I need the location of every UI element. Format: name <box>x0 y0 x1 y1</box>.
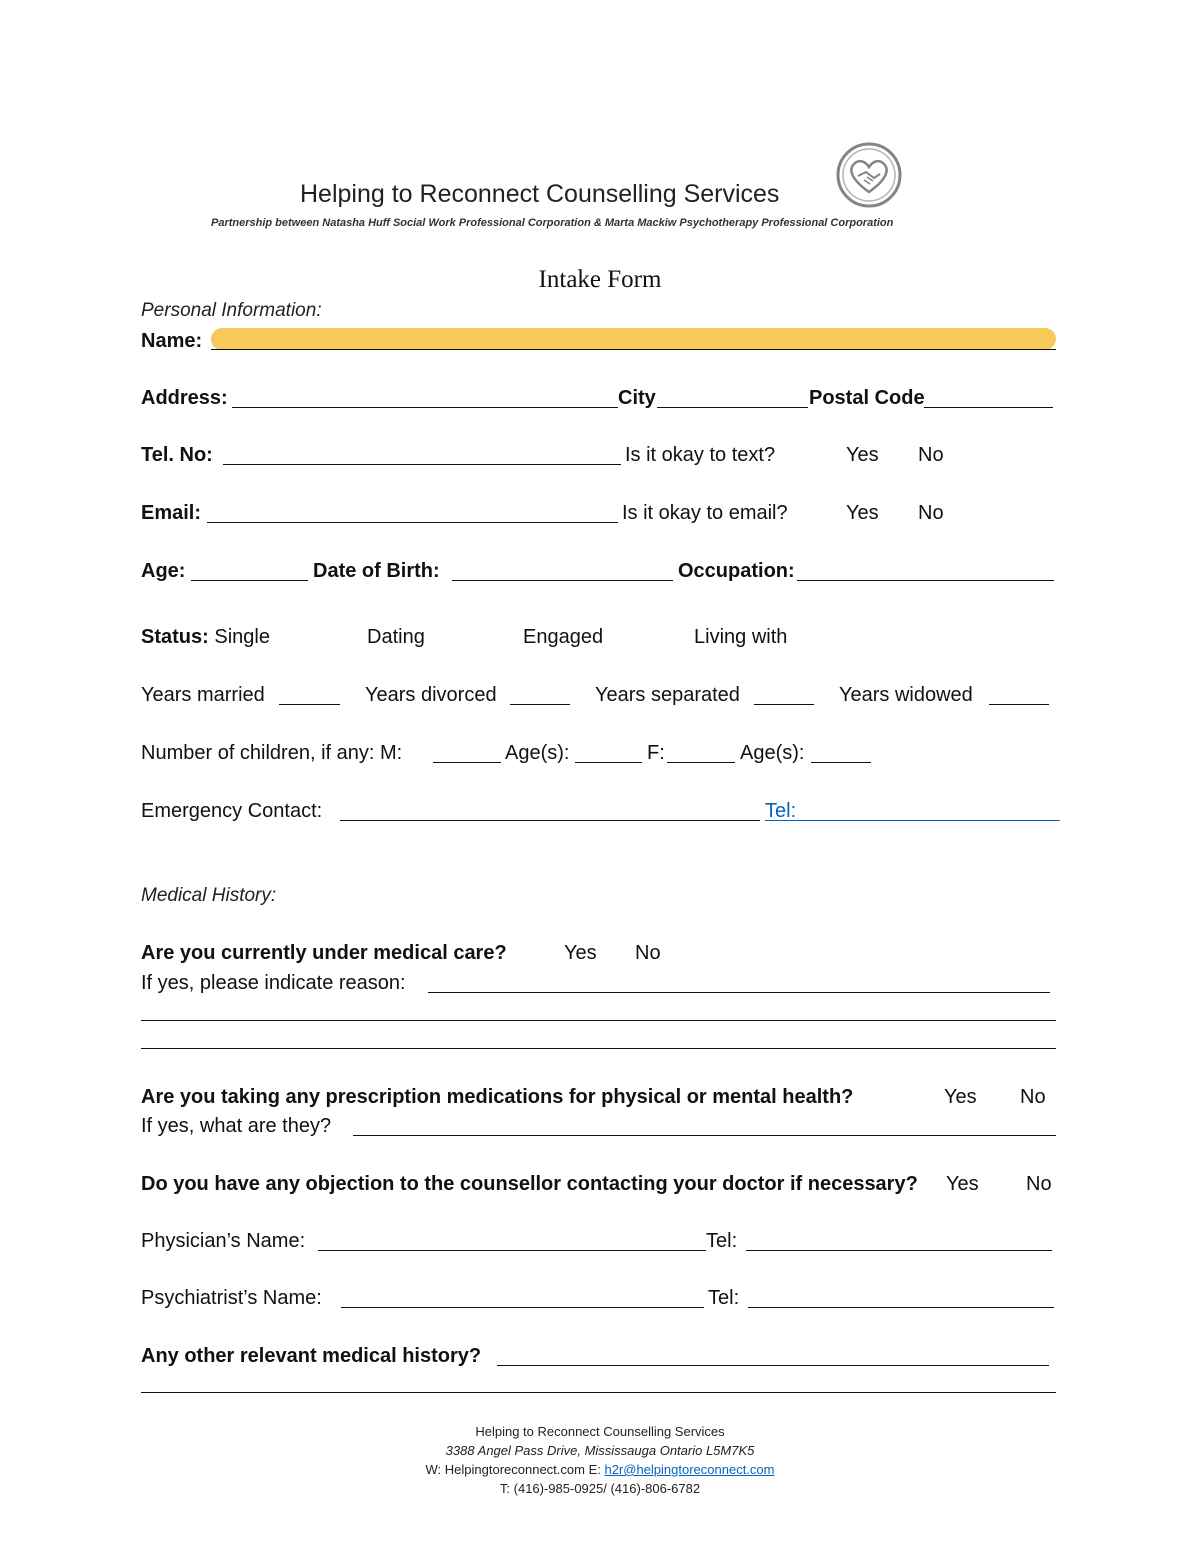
email-okay-question: Is it okay to email? <box>622 502 788 524</box>
name-label: Name: <box>141 330 203 352</box>
personal-info-heading: Personal Information: <box>141 300 322 321</box>
occupation-field[interactable] <box>797 580 1054 581</box>
text-okay-question: Is it okay to text? <box>625 444 776 466</box>
status-engaged[interactable]: Engaged <box>523 626 604 648</box>
medical-reason-label: If yes, please indicate reason: <box>141 972 406 994</box>
children-f-label: F: <box>647 742 665 764</box>
children-f-ages-field[interactable] <box>811 762 871 763</box>
text-yes-option[interactable]: Yes <box>846 444 879 466</box>
years-divorced-field[interactable] <box>510 704 570 705</box>
city-field[interactable] <box>657 407 808 408</box>
status-dating[interactable]: Dating <box>367 626 425 648</box>
children-m-ages-label: Age(s): <box>505 742 570 764</box>
other-history-question: Any other relevant medical history? <box>141 1345 482 1367</box>
years-divorced-label: Years divorced <box>365 684 497 706</box>
medical-history-heading: Medical History: <box>141 885 277 906</box>
emergency-contact-label: Emergency Contact: <box>141 800 323 822</box>
doctor-contact-no[interactable]: No <box>1026 1173 1052 1195</box>
medications-field[interactable] <box>353 1135 1056 1136</box>
footer-address: 3388 Angel Pass Drive, Mississauga Ontario L5M7K5 <box>445 1443 755 1458</box>
psychiatrist-tel-label: Tel: <box>708 1287 740 1309</box>
email-yes-option[interactable]: Yes <box>846 502 879 524</box>
medications-question: Are you taking any prescription medications for physical or mental health? <box>141 1086 854 1108</box>
dob-field[interactable] <box>452 580 673 581</box>
years-widowed-field[interactable] <box>989 704 1049 705</box>
email-field[interactable] <box>207 522 618 523</box>
footer-org-name: Helping to Reconnect Counselling Services <box>475 1424 725 1439</box>
city-label: City <box>618 387 656 409</box>
status-label: Status: <box>141 626 209 648</box>
text-no-option[interactable]: No <box>918 444 944 466</box>
children-f-field[interactable] <box>667 762 735 763</box>
occupation-label: Occupation: <box>678 560 795 582</box>
emergency-tel-field[interactable] <box>765 820 1060 821</box>
address-field[interactable] <box>232 407 618 408</box>
children-label: Number of children, if any: M: <box>141 742 403 764</box>
children-m-field[interactable] <box>433 762 501 763</box>
name-field[interactable] <box>211 349 1056 350</box>
years-separated-label: Years separated <box>595 684 740 706</box>
medications-which-label: If yes, what are they? <box>141 1115 332 1137</box>
children-m-ages-field[interactable] <box>575 762 642 763</box>
physician-name-label: Physician’s Name: <box>141 1230 306 1252</box>
status-living-with[interactable]: Living with <box>694 626 788 648</box>
medical-reason-line-2[interactable] <box>141 1020 1056 1021</box>
footer-web-label: W: Helpingtoreconnect.com E: <box>425 1462 605 1477</box>
doctor-contact-question: Do you have any objection to the counsellor contacting your doctor if necessary? <box>141 1173 918 1195</box>
age-label: Age: <box>141 560 186 582</box>
psychiatrist-name-label: Psychiatrist’s Name: <box>141 1287 322 1309</box>
name-field-highlight <box>211 328 1056 350</box>
address-label: Address: <box>141 387 228 409</box>
medical-reason-line-3[interactable] <box>141 1048 1056 1049</box>
emergency-contact-field[interactable] <box>340 820 760 821</box>
email-label: Email: <box>141 502 202 524</box>
footer-email-link[interactable]: h2r@helpingtoreconnect.com <box>604 1462 775 1477</box>
physician-name-field[interactable] <box>318 1250 706 1251</box>
medications-yes[interactable]: Yes <box>944 1086 977 1108</box>
status-row <box>141 625 270 649</box>
partnership-subtitle: Partnership between Natasha Huff Social Work Professional Corporation & Marta Mackiw Psychotherapy Professional Corporation <box>211 217 894 229</box>
tel-label: Tel. No: <box>141 444 213 466</box>
postal-code-field[interactable] <box>924 407 1053 408</box>
other-history-field[interactable] <box>497 1365 1049 1366</box>
organization-title: Helping to Reconnect Counselling Services <box>300 180 780 208</box>
medical-care-no[interactable]: No <box>635 942 661 964</box>
footer-phone: T: (416)-985-0925/ (416)-806-6782 <box>499 1481 701 1496</box>
years-widowed-label: Years widowed <box>839 684 973 706</box>
children-f-ages-label: Age(s): <box>740 742 805 764</box>
medical-reason-field[interactable] <box>428 992 1050 993</box>
medical-care-question: Are you currently under medical care? <box>141 942 507 964</box>
doctor-contact-yes[interactable]: Yes <box>946 1173 979 1195</box>
medical-care-yes[interactable]: Yes <box>564 942 597 964</box>
physician-tel-label: Tel: <box>706 1230 738 1252</box>
emergency-tel-label: Tel: <box>765 800 797 822</box>
medications-no[interactable]: No <box>1020 1086 1046 1108</box>
psychiatrist-tel-field[interactable] <box>748 1307 1054 1308</box>
other-history-line-2[interactable] <box>141 1392 1056 1393</box>
tel-field[interactable] <box>223 464 621 465</box>
form-title: Intake Form <box>538 266 662 293</box>
years-married-field[interactable] <box>279 704 340 705</box>
psychiatrist-name-field[interactable] <box>341 1307 704 1308</box>
postal-code-label: Postal Code <box>809 387 925 409</box>
dob-label: Date of Birth: <box>313 560 440 582</box>
heart-handshake-logo <box>834 140 904 210</box>
status-single[interactable]: Single <box>214 626 270 648</box>
physician-tel-field[interactable] <box>746 1250 1052 1251</box>
years-separated-field[interactable] <box>754 704 814 705</box>
footer-web-email <box>0 1460 1200 1479</box>
years-married-label: Years married <box>141 684 265 706</box>
age-field[interactable] <box>191 580 308 581</box>
email-no-option[interactable]: No <box>918 502 944 524</box>
